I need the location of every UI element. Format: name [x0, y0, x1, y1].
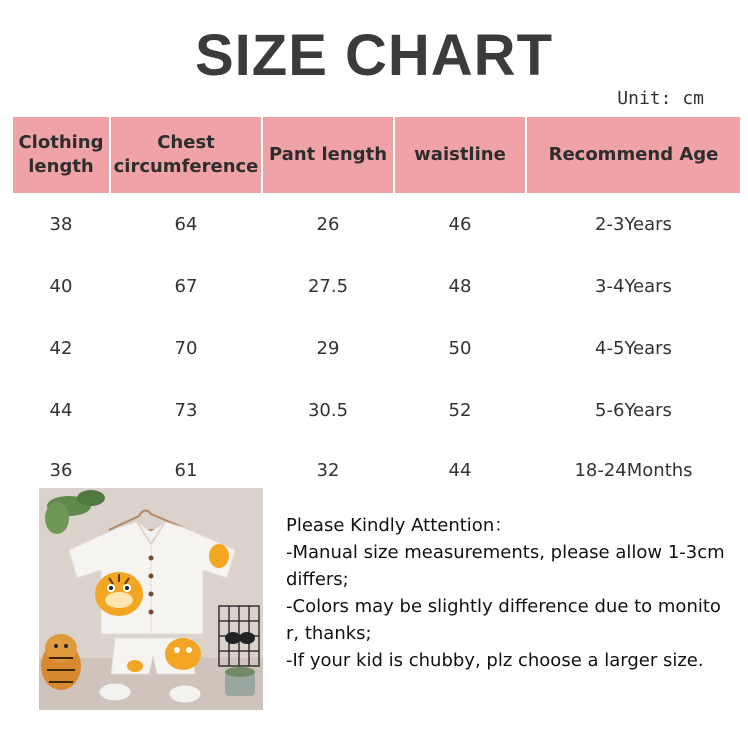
cell-waistline: 44 [448, 459, 472, 481]
cell-waistline: 50 [448, 337, 472, 359]
cell-clothing-length: 44 [49, 399, 73, 421]
cell-pant-length: 26 [316, 213, 340, 235]
cell-chest: 67 [174, 275, 198, 297]
unit-label: Unit: cm [617, 88, 704, 109]
table-header-row [13, 117, 740, 193]
header-recommend-age: Recommend Age [527, 117, 740, 193]
table-row [13, 379, 740, 441]
note-line: -If your kid is chubby, plz choose a larger size. [286, 650, 704, 671]
cell-chest: 73 [174, 399, 198, 421]
cell-pant-length: 27.5 [307, 275, 349, 297]
cell-pant-length: 30.5 [307, 399, 349, 421]
note-line: -Manual size measurements, please allow 1-3cm differs; [286, 542, 725, 590]
cell-pant-length: 32 [316, 459, 340, 481]
cell-chest: 64 [174, 213, 198, 235]
cell-clothing-length: 38 [49, 213, 73, 235]
kids-outfit-illustration [39, 488, 263, 710]
cell-waistline: 46 [448, 213, 472, 235]
cell-chest: 70 [174, 337, 198, 359]
cell-pant-length: 29 [316, 337, 340, 359]
cell-age: 18-24Months [574, 459, 693, 481]
cell-clothing-length: 42 [49, 337, 73, 359]
attention-notes [286, 512, 726, 674]
header-clothing-length: Clothing length [13, 117, 109, 193]
cell-chest: 61 [174, 459, 198, 481]
cell-age: 2-3Years [595, 213, 672, 235]
cell-age: 4-5Years [595, 337, 672, 359]
cell-age: 3-4Years [595, 275, 672, 297]
cell-clothing-length: 40 [49, 275, 73, 297]
cell-clothing-length: 36 [49, 459, 73, 481]
cell-waistline: 52 [448, 399, 472, 421]
table-row [13, 193, 740, 255]
table-row [13, 255, 740, 317]
size-table [11, 117, 742, 499]
header-waistline: waistline [395, 117, 525, 193]
cell-age: 5-6Years [595, 399, 672, 421]
product-photo [39, 488, 263, 710]
cell-waistline: 48 [448, 275, 472, 297]
table-row [13, 317, 740, 379]
page-title: SIZE CHART [195, 23, 553, 88]
notes-heading: Please Kindly Attention： [286, 515, 513, 536]
header-chest-circumference: Chest circumference [111, 117, 261, 193]
header-pant-length: Pant length [263, 117, 393, 193]
note-line: -Colors may be slightly difference due to monitor, thanks; [286, 596, 721, 644]
